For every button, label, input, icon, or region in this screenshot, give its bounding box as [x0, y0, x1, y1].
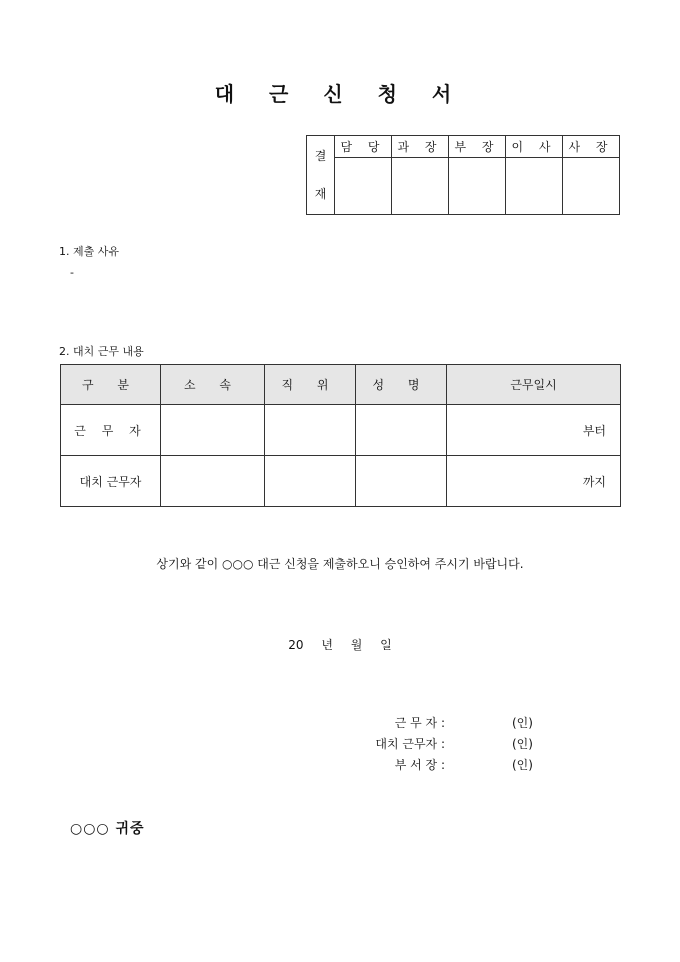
document-title: 대 근 신 청 서 [214, 82, 466, 106]
approval-role-section-chief: 과 장 [392, 136, 449, 158]
column-header-name: 성 명 [356, 365, 447, 405]
column-header-department: 소 속 [161, 365, 265, 405]
cell-name[interactable] [356, 405, 447, 456]
signature-seal[interactable]: (인) [512, 737, 533, 751]
approval-box [306, 135, 620, 215]
table-row [61, 405, 621, 456]
signature-seal[interactable]: (인) [512, 758, 533, 772]
table-row [61, 456, 621, 507]
approval-sign-cell[interactable] [506, 158, 563, 215]
recipient: ○○○ 귀중 [70, 821, 145, 837]
cell-position[interactable] [265, 405, 356, 456]
cell-position[interactable] [265, 456, 356, 507]
approval-role-president: 사 장 [563, 136, 620, 158]
date-line[interactable]: 20 년 월 일 [288, 638, 392, 652]
approval-role-staff: 담 당 [335, 136, 392, 158]
signature-label: 부 서 장 : [394, 758, 445, 772]
cell-datetime-from[interactable]: 부터 [447, 405, 621, 456]
approval-role-director: 이 사 [506, 136, 563, 158]
cell-department[interactable] [161, 456, 265, 507]
approval-side-label-top: 결 [314, 149, 327, 163]
approval-sign-cell[interactable] [563, 158, 620, 215]
row-label-worker: 근 무 자 [61, 405, 161, 456]
column-header-position: 직 위 [265, 365, 356, 405]
column-header-category: 구 분 [61, 365, 161, 405]
cell-name[interactable] [356, 456, 447, 507]
cell-datetime-to[interactable]: 까지 [447, 456, 621, 507]
section1-content[interactable]: - [70, 266, 74, 279]
request-statement: 상기와 같이 ○○○ 대근 신청을 제출하오니 승인하여 주시기 바랍니다. [156, 557, 524, 571]
section1-heading: 1. 제출 사유 [59, 245, 119, 258]
row-label-substitute: 대치 근무자 [61, 456, 161, 507]
approval-sign-cell[interactable] [392, 158, 449, 215]
approval-sign-cell[interactable] [449, 158, 506, 215]
signature-label: 근 무 자 : [394, 716, 445, 730]
approval-role-dept-head: 부 장 [449, 136, 506, 158]
signature-seal[interactable]: (인) [512, 716, 533, 730]
approval-side-label [307, 136, 335, 215]
substitute-work-table [60, 364, 621, 507]
column-header-datetime: 근무일시 [447, 365, 621, 405]
approval-sign-cell[interactable] [335, 158, 392, 215]
cell-department[interactable] [161, 405, 265, 456]
approval-side-label-bottom: 재 [314, 187, 327, 201]
signature-label: 대치 근무자 : [375, 737, 445, 751]
section2-heading: 2. 대치 근무 내용 [59, 345, 144, 358]
